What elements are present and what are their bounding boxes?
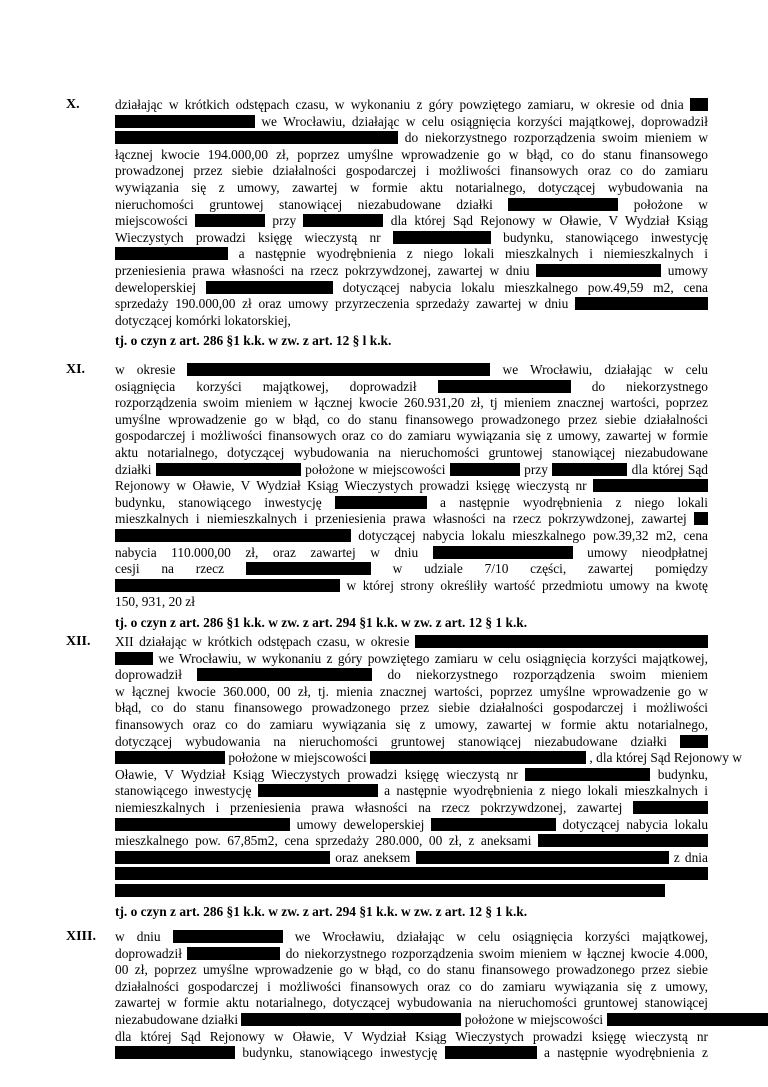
text-span: budynku, [657,766,708,782]
text-span: niezabudowane działki [115,1012,239,1027]
text-line [115,995,708,1011]
text-span: deweloperskiej [115,279,197,295]
redaction-bar [536,264,661,277]
section-number: XIII. [66,929,96,944]
text-span: a następnie wyodrębnienia z niego lokali mieszkalnych i [384,783,708,799]
redaction-bar [538,834,708,847]
text-span: nieruchomości gruntowej stanowiącej niezabudowane działki [115,196,493,212]
text-line [115,246,708,262]
redaction-bar [370,751,586,764]
redaction-bar [115,1046,235,1059]
text-line [115,561,708,577]
text-line [115,1029,708,1045]
text-line [115,700,708,716]
text-span: działając w krótkich odstępach czasu, w wykonaniu z góry powziętego zamiaru, w okresie od dnia [115,97,684,112]
redaction-bar [115,247,228,260]
text-span: XII działając w krótkich odstępach czasu, w okresie [115,634,410,649]
text-line [115,313,708,329]
redaction-bar [195,214,265,227]
text-span: dotyczącej komórki lokatorskiej, [115,312,291,328]
text-line [115,163,708,179]
text-span: oraz aneksem [335,849,411,865]
redaction-bar [303,214,383,227]
text-span: doprowadził [115,945,182,961]
text-span: z dnia [673,849,708,865]
redaction-bar [575,297,708,310]
redaction-bar [241,1013,461,1026]
text-line [115,1012,708,1028]
text-line [115,684,708,700]
text-line [115,962,708,978]
redaction-bar [115,115,255,128]
text-span: stanowiącego inwestycję [115,783,252,799]
text-span: dotyczącej wybudowania na nieruchomości gruntowej stanowiącej niezabudowane działki [115,733,667,749]
redaction-bar [393,231,491,244]
text-line [115,979,708,995]
text-line [115,528,708,544]
text-span: dla której Sąd [631,461,708,477]
text-line [115,395,708,411]
text-line [115,594,708,610]
text-span: tj. o czyn z art. 286 §1 k.k. w zw. z art. 294 §1 k.k. w zw. z art. 12 § 1 k.k. [115,615,528,630]
text-span: położone w miejscowości [305,461,446,477]
text-span: a następnie wyodrębnienia z niego lokali mieszkalnych i niemieszkalnych i [238,246,708,262]
text-span: dotyczącej nabycia lokalu mieszkalnego pow.39,32 m2, cena [358,528,708,543]
redaction-bar [115,579,340,592]
redaction-bar [552,463,627,476]
text-span: budynku, stanowiącego inwestycję [242,1045,438,1061]
text-span: do niekorzystnego [591,378,708,394]
redaction-bar [445,1046,537,1059]
text-line [115,800,708,816]
redaction-bar [431,818,556,831]
text-line [115,750,742,766]
text-span: 150, 931, 20 zł [115,594,195,610]
text-span: umowy deweloperskiej [296,816,425,832]
text-span: łącznej kwocie 194.000,00 zł, poprzez umyślne wprowadzenie go w błąd, co do stanu finansowego [115,146,708,162]
text-line [115,545,708,561]
text-span: tj. o czyn z art. 286 §1 k.k. w zw. z art. 12 § l k.k. [115,333,392,349]
text-span: położone w [633,196,708,212]
section-number: XI. [66,362,86,377]
text-span: do niekorzystnego rozporządzenia swoim mieniem w łącznej kwocie 4.000, [285,945,708,961]
redaction-bar [115,131,398,144]
text-line [115,263,708,279]
text-line [115,883,708,899]
redaction-bar [508,198,618,211]
redaction-bar [115,884,665,897]
text-span: rozporządzenia swoim mieniem w łącznej kwocie 260.931,20 zł, tj mieniem znacznej wartości, poprzez [115,395,708,411]
section-number: XII. [66,634,91,649]
text-span: działalności gospodarczej i możliwości finansowych oraz co do zamiaru wywiązania się z umowy, [115,978,708,994]
text-span: dla której Sąd Rejonowy w Oławie, V Wydział Ksiąg [390,213,708,229]
text-line [115,817,708,833]
text-span: przy [524,461,548,477]
text-span: tj. o czyn z art. 286 §1 k.k. w zw. z art. 294 §1 k.k. w zw. z art. 12 § 1 k.k. [115,903,528,919]
text-span: w której strony określiły wartość przedmiotu umowy na kwotę [346,577,708,593]
text-span: dotyczącej nabycia lokalu [562,816,709,832]
redaction-bar [246,562,371,575]
text-span: umowy nieodpłatnej [587,544,708,560]
redaction-bar [115,818,290,831]
text-span: budynku, stanowiącego inwestycję [115,494,322,510]
text-span: umyślne wprowadzenie go w błąd, co do stanu finansowego prowadzonego przez siebie działalności [115,411,708,427]
text-line [115,495,708,511]
text-span: gospodarczej i możliwości finansowych oraz co do zamiaru wywiązania się z umowy, zawartej w formie [115,428,708,444]
text-line [115,213,708,229]
text-span: cesji na rzecz [115,561,225,577]
text-span: mieszkalnego pow. 67,85m2, cena sprzedaży 280.000, 00 zł, z aneksami [115,833,532,849]
redaction-bar [187,947,280,960]
text-line [115,362,708,378]
redaction-bar [433,546,573,559]
redaction-bar [115,652,153,665]
redaction-bar [450,463,520,476]
text-span: , dla której Sąd Rejonowy w [589,750,742,766]
text-span: prowadzonej przez siebie działalności gospodarczej i możliwości finansowych oraz co do zamiaru [115,163,708,179]
text-span: dotyczącej nabycia lokalu mieszkalnego pow.49,59 m2, cena [342,279,708,295]
redaction-bar [438,380,571,393]
text-line [115,946,708,962]
text-span: wywiązania się z umowy, zawartej w formie aktu notarialnego, dotyczącej wybudowania na [115,180,708,195]
text-span: niemieszkalnych i przeniesienia prawa własności na rzecz pokrzywdzonej, zawartej [115,800,623,815]
text-span: nabycia 110.000,00 zł, oraz zawartej w dniu [115,544,419,560]
redaction-bar [173,930,283,943]
text-line [115,97,708,113]
text-line [115,114,708,130]
text-line [115,180,708,196]
text-span: mieszkalnych i niemieszkalnych i przeniesienia prawa własności na rzecz pokrzywdzonej, zawartej [115,511,687,527]
text-line [115,634,708,650]
text-line [115,230,708,246]
text-line [115,428,708,444]
text-line [115,280,708,296]
text-span: dla której Sąd Rejonowy w Oławie, V Wydział Ksiąg Wieczystych prowadzi księgę wieczystą nr [115,1028,708,1044]
text-span: aktu notarialnego, dotyczącej wybudowania na nieruchomości gruntowej stanowiącej niezabudowane [115,445,708,460]
text-line [115,197,708,213]
text-line [115,866,708,882]
text-line [115,379,708,395]
redaction-bar [690,98,708,111]
text-span: a następnie wyodrębnienia z niego lokali [439,494,708,510]
redaction-bar [187,363,490,376]
redaction-bar [115,851,330,864]
charge-line [115,615,708,631]
redaction-bar [607,1013,768,1026]
text-span: sprzedaży 190.000,00 zł oraz umowy przyrzeczenia sprzedaży zawartej w dniu [115,296,569,312]
charge-line [115,904,708,920]
text-line [115,445,708,461]
text-span: przy [272,213,297,229]
text-line [115,578,708,594]
text-line [115,462,708,478]
redaction-bar [115,529,351,542]
text-span: Wieczystych prowadzi księgę wieczystą nr [115,229,381,245]
text-span: we Wrocławiu, działając w celu [502,362,708,377]
text-span: umowy [667,263,708,278]
text-span: 00 zł, poprzez umyślne wprowadzenie go w błąd, co do stanu finansowego prowadzonego przez siebie [115,962,708,978]
text-span: we Wrocławiu, działając w celu osiągnięcia korzyści majątkowej, doprowadził [261,113,708,129]
section-number: X. [66,97,80,112]
text-span: doprowadził [115,667,182,683]
redaction-bar [115,867,708,880]
text-line [115,833,708,849]
text-span: do niekorzystnego rozporządzenia swoim mieniem [387,667,708,683]
text-line [115,511,708,527]
charge-line [115,333,708,349]
text-span: błąd, co do stanu finansowego prowadzonego przez siebie działalności gospodarczej i możliwości [115,700,708,716]
redaction-bar [416,851,669,864]
redaction-bar [415,635,708,648]
text-span: w dniu [115,929,161,944]
text-line [115,478,708,494]
text-span: we Wrocławiu, działając w celu osiągnięcia korzyści majątkowej, [294,929,708,944]
text-span: finansowych oraz co do zamiaru wywiązania się z umowy, zawartej w formie aktu notarialnego, [115,717,708,732]
text-span: położone w miejscowości [228,750,367,766]
text-span: budynku, stanowiącego inwestycję [503,229,708,245]
text-line [115,412,708,428]
redaction-bar [258,784,378,797]
redaction-bar [680,735,708,748]
text-span: a następnie wyodrębnienia z [543,1045,708,1061]
text-span: osiągnięcia korzyści majątkowej, doprowadził [115,378,417,394]
text-span: działki [115,461,152,477]
text-line [115,296,708,312]
text-span: zawartej w formie aktu notarialnego, dotyczącej wybudowania na nieruchomości gruntowej stanowiącej [115,995,708,1011]
redaction-bar [525,768,650,781]
text-span: położone w miejscowości [464,1012,604,1027]
redaction-bar [206,281,333,294]
redaction-bar [694,512,708,525]
redaction-bar [633,801,708,814]
redaction-bar [156,463,301,476]
text-span: do niekorzystnego rozporządzenia swoim mieniem w [404,130,708,146]
text-line [115,667,708,683]
redaction-bar [593,479,708,492]
text-span: Rejonowy w Oławie, V Wydział Ksiąg Wieczystych prowadzi księgę wieczystą nr [115,478,587,494]
text-span: miejscowości [115,213,188,229]
redaction-bar [335,496,427,509]
redaction-bar [115,751,225,764]
text-line [115,147,708,163]
text-span: w łącznej kwocie 360.000, 00 zł, tj. mienia znacznej wartości, poprzez umyślne wprowadzenie go w [115,683,708,699]
text-line [115,1045,708,1061]
text-line [115,929,708,945]
text-line [115,130,708,146]
text-line [115,717,708,733]
text-span: przeniesienia prawa własności na rzecz pokrzywdzonej, zawartej w dniu [115,263,530,278]
text-line [115,783,708,799]
text-line [115,651,708,667]
text-span: Oławie, V Wydział Ksiąg Wieczystych prowadzi księgę wieczystą nr [115,766,518,782]
text-span: we Wrocławiu, w wykonaniu z góry powziętego zamiaru w celu osiągnięcia korzyści majątkowej, [158,650,708,666]
text-line [115,850,708,866]
text-line [115,734,708,750]
redaction-bar [197,668,372,681]
text-line [115,767,708,783]
text-span: w udziale 7/10 części, zawartej pomiędzy [392,561,708,577]
text-span: w okresie [115,362,176,377]
